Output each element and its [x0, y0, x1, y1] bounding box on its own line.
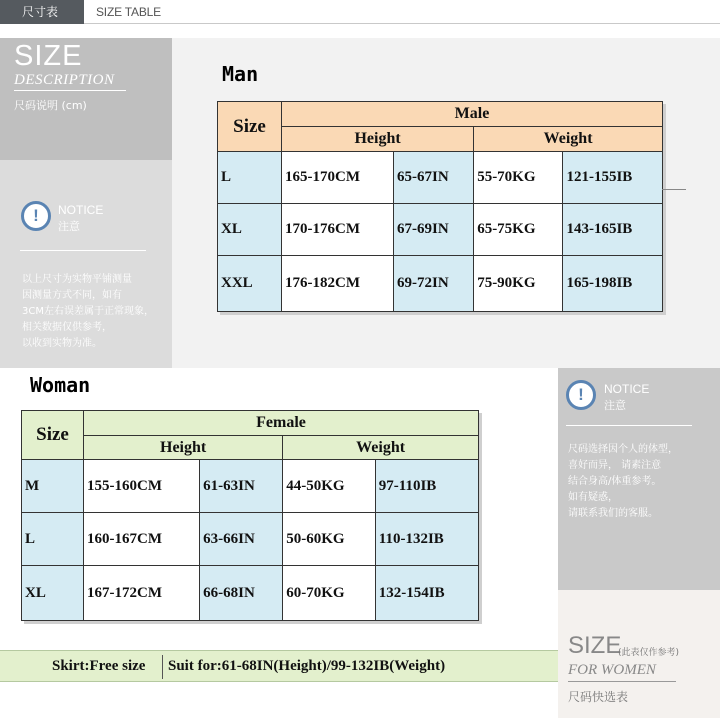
suit-note: Suit for:61-68IN(Height)/99-132IB(Weight) — [168, 658, 446, 674]
size-table-cn-tab[interactable]: 尺寸表 — [0, 0, 84, 24]
notice-line: 喜好而异， 请素注意 — [568, 460, 662, 471]
divider — [566, 425, 692, 426]
woman-size-table — [21, 410, 479, 621]
divider — [20, 250, 146, 251]
size-cell: L — [22, 513, 84, 566]
women-guide-title: SIZE — [568, 632, 622, 659]
size-column-header: Size — [218, 102, 282, 152]
table-row — [22, 460, 479, 513]
weight-ib-cell: 143-165IB — [563, 204, 663, 256]
notice-line: 3CM左右误差属于正常现象， — [22, 306, 154, 317]
size-description-title: SIZE — [14, 40, 83, 72]
height-in-cell: 63-66IN — [200, 513, 283, 566]
divider — [14, 90, 126, 91]
top-header-bar — [0, 0, 720, 24]
weight-ib-cell: 165-198IB — [563, 256, 663, 312]
notice-line: 以收到实物为准。 — [22, 338, 102, 349]
height-cm-cell: 170-176CM — [282, 204, 394, 256]
notice-line: 如有疑惑， — [568, 492, 618, 503]
height-cm-cell: 155-160CM — [84, 460, 200, 513]
notice-label-cn: 注意 — [604, 399, 626, 412]
notice-line: 相关数据仅供参考， — [22, 322, 112, 333]
exclamation-circle-icon: ! — [21, 201, 51, 231]
notice-text-left — [22, 272, 154, 352]
height-in-cell: 65-67IN — [394, 152, 474, 204]
table-row — [218, 256, 663, 312]
weight-ib-cell: 110-132IB — [375, 513, 478, 566]
size-cell: M — [22, 460, 84, 513]
size-cell: XL — [22, 566, 84, 621]
height-in-cell: 69-72IN — [394, 256, 474, 312]
height-cm-cell: 160-167CM — [84, 513, 200, 566]
height-in-cell: 67-69IN — [394, 204, 474, 256]
notice-label-cn: 注意 — [58, 220, 80, 233]
weight-kg-cell: 50-60KG — [283, 513, 376, 566]
size-cell: L — [218, 152, 282, 204]
woman-heading: Woman — [30, 373, 91, 397]
fit-note-strip — [0, 650, 558, 682]
table-row — [218, 204, 663, 256]
weight-kg-cell: 44-50KG — [283, 460, 376, 513]
man-heading: Man — [222, 62, 259, 86]
notice-text-right — [568, 442, 678, 522]
exclamation-circle-icon: ! — [566, 380, 596, 410]
height-in-cell: 66-68IN — [200, 566, 283, 621]
notice-label-en: NOTICE — [604, 382, 650, 396]
female-group-header: Female — [84, 411, 479, 436]
women-guide-subtitle: FOR WOMEN — [568, 662, 656, 678]
height-cm-cell: 176-182CM — [282, 256, 394, 312]
weight-ib-cell: 132-154IB — [375, 566, 478, 621]
height-header: Height — [282, 127, 474, 152]
weight-ib-cell: 97-110IB — [375, 460, 478, 513]
man-size-table — [217, 101, 663, 312]
notice-line: 以上尺寸为实物平铺测量 — [22, 274, 132, 285]
notice-line: 请联系我们的客服。 — [568, 508, 658, 519]
notice-line: 结合身高/体重参考。 — [568, 476, 662, 487]
weight-header: Weight — [474, 127, 663, 152]
divider — [662, 189, 686, 190]
weight-ib-cell: 121-155IB — [563, 152, 663, 204]
weight-kg-cell: 65-75KG — [474, 204, 563, 256]
height-in-cell: 61-63IN — [200, 460, 283, 513]
notice-line: 尺码选择因个人的体型， — [568, 444, 678, 455]
table-row — [22, 566, 479, 621]
weight-kg-cell: 75-90KG — [474, 256, 563, 312]
male-group-header: Male — [282, 102, 663, 127]
notice-line: 因测量方式不同，如有 — [22, 290, 122, 301]
size-table-en-label: SIZE TABLE — [96, 5, 161, 19]
height-cm-cell: 165-170CM — [282, 152, 394, 204]
women-guide-cn: 尺码快选表 — [568, 690, 629, 704]
divider — [162, 655, 163, 679]
divider — [568, 681, 676, 682]
table-row — [22, 513, 479, 566]
size-cell: XL — [218, 204, 282, 256]
weight-kg-cell: 55-70KG — [474, 152, 563, 204]
skirt-note: Skirt:Free size — [52, 658, 146, 674]
women-guide-note: (此表仅作参考) — [618, 648, 680, 658]
table-row — [218, 152, 663, 204]
weight-kg-cell: 60-70KG — [283, 566, 376, 621]
notice-label-en: NOTICE — [58, 203, 104, 217]
size-description-subtitle: DESCRIPTION — [14, 72, 115, 88]
height-cm-cell: 167-172CM — [84, 566, 200, 621]
weight-header: Weight — [283, 436, 479, 460]
size-description-cn: 尺码说明 (cm) — [14, 99, 87, 112]
size-cell: XXL — [218, 256, 282, 312]
size-column-header: Size — [22, 411, 84, 460]
height-header: Height — [84, 436, 283, 460]
